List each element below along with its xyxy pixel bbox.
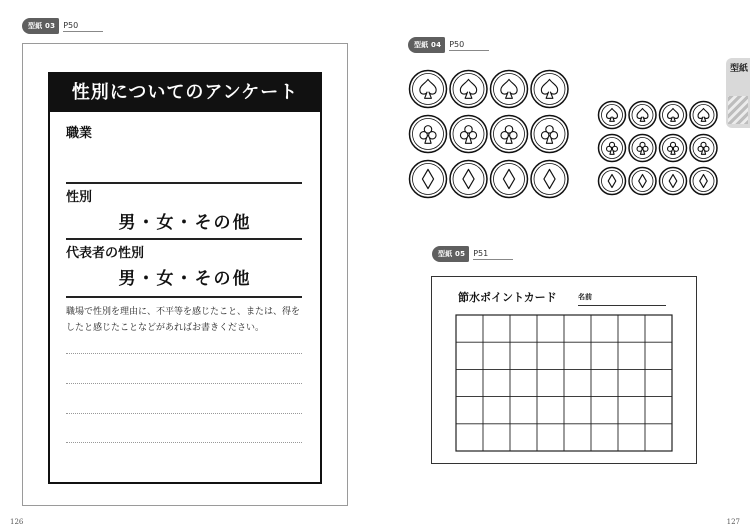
diamond-token — [599, 168, 626, 195]
diamond-token — [450, 161, 487, 198]
tag-page-ref: P50 — [449, 40, 489, 51]
representative-gender-label: 代表者の性別 — [66, 246, 145, 261]
club-token — [660, 135, 687, 162]
tag-page-ref: P51 — [473, 249, 513, 260]
water-saving-point-card — [431, 276, 697, 464]
diamond-token — [410, 161, 447, 198]
tag-label: 型紙 04 — [408, 37, 445, 53]
diamond-token — [690, 168, 717, 195]
club-token — [629, 135, 656, 162]
spade-token — [450, 71, 487, 108]
club-token — [531, 116, 568, 153]
tag-page-ref: P50 — [63, 21, 103, 32]
diamond-token — [491, 161, 528, 198]
comment-prompt: 職場で性別を理由に、不平等を感じたこと、または、得をしたと感じたことなどがあればお書きください。 — [66, 307, 301, 333]
diamond-token — [629, 168, 656, 195]
spade-token — [690, 102, 717, 129]
tag-label: 型紙 03 — [22, 18, 59, 34]
survey-title: 性別についてのアンケート — [50, 74, 320, 112]
spade-token — [531, 71, 568, 108]
club-token — [599, 135, 626, 162]
tag-label: 型紙 05 — [432, 246, 469, 262]
side-tab-label: 型紙 — [730, 64, 749, 74]
spade-token — [410, 71, 447, 108]
club-token — [690, 135, 717, 162]
name-label: 名前 — [578, 293, 592, 301]
club-token — [410, 116, 447, 153]
point-grid — [456, 315, 672, 451]
name-line — [578, 305, 666, 306]
club-token — [450, 116, 487, 153]
gender-label: 性別 — [66, 190, 93, 205]
spade-token — [629, 102, 656, 129]
gender-choices: 男・女・その他 — [118, 213, 252, 233]
occupation-label: 職業 — [66, 126, 93, 141]
spade-token — [599, 102, 626, 129]
diamond-token — [660, 168, 687, 195]
page-number-left: 126 — [10, 518, 24, 526]
template-tag-05 — [432, 246, 513, 262]
spade-token — [660, 102, 687, 129]
page-number-right: 127 — [726, 518, 740, 526]
spade-token — [491, 71, 528, 108]
representative-gender-choices: 男・女・その他 — [118, 269, 252, 289]
diamond-token — [531, 161, 568, 198]
club-token — [491, 116, 528, 153]
card-title: 節水ポイントカード — [458, 291, 557, 304]
